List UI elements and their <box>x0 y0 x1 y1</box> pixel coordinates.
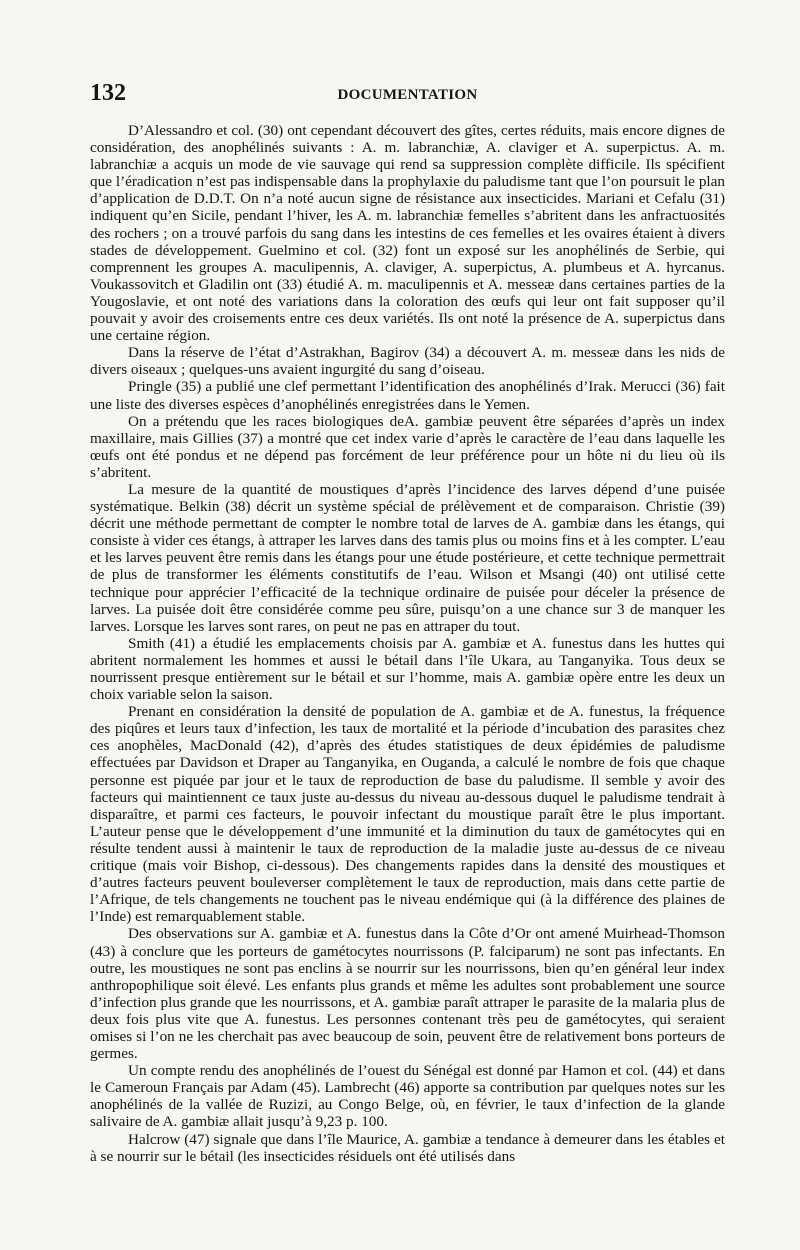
paragraph: D’Alessandro et col. (30) ont cependant découvert des gîtes, certes réduits, mais encore dignes de considération, des anophélinés suivants : A. m. labranchiæ, A. claviger et A. superpictus. A. m. labranchiæ a acquis un mode de vie sauvage qui rend sa suppression complète difficile. Ils spécifient que l’éradication n’est pas indispensable dans la prophylaxie du paludisme tant que l’on poursuit le plan d’application de D.D.T. On n’a noté aucun signe de résistance aux insecticides. Mariani et Cefalu (31) indiquent qu’en Sicile, pendant l’hiver, les A. m. labranchiæ femelles s’abritent dans les anfractuosités des rochers ; on a trouvé parfois du sang dans les intestins de ces femelles et les ovaires étaient à divers stades de développement. Guelmino et col. (32) font un exposé sur les anophélinés de Serbie, qui comprennent les groupes A. maculipennis, A. claviger, A. superpictus, A. plumbeus et A. hyrcanus. Voukassovitch et Gladilin ont (33) étudié A. m. maculipennis et A. messeæ dans certaines parties de la Yougoslavie, et ont noté des variations dans la coloration des œufs qui leur ont fait supposer qu’il pouvait y avoir des croisements entre ces deux variétés. Ils ont noté la présence de A. superpictus dans une certaine région. <box>90 122 725 345</box>
page-number: 132 <box>90 80 126 106</box>
paragraph: Prenant en considération la densité de population de A. gambiæ et de A. funestus, la fréquence des piqûres et leurs taux d’infection, les taux de mortalité et la période d’incubation des parasites chez ces anophèles, MacDonald (42), d’après des études statistiques de deux épidémies de paludisme effectuées par Davidson et Draper au Tanganyika, en Ouganda, a calculé le nombre de fois que chaque personne est piquée par jour et le taux de reproduction de base du paludisme. Il semble y avoir des facteurs qui maintiennent ce taux juste au-dessus du niveau au-dessous duquel le paludisme tendrait à disparaître, et parmi ces facteurs, le pouvoir infectant du moustique paraît être le plus important. L’auteur pense que le développement d’une immunité et la diminution du taux de gamétocytes qui en résulte tendent aussi à maintenir le taux de reproduction de la maladie juste au-dessus de ce niveau critique (mais voir Bishop, ci-dessous). Des changements rapides dans la densité des moustiques et d’autres facteurs peuvent bouleverser complètement le taux de reproduction, mais dans cette partie de l’Afrique, de tels changements ne touchent pas le niveau endémique qui (à la différence des plaines de l’Inde) est remarquablement stable. <box>90 703 725 926</box>
paragraph: Pringle (35) a publié une clef permettant l’identification des anophélinés d’Irak. Merucci (36) fait une liste des diverses espèces d’anophélinés enregistrées dans le Yemen. <box>90 378 725 413</box>
body-text <box>90 122 725 1165</box>
page-header <box>90 80 725 114</box>
running-title: DOCUMENTATION <box>337 87 478 103</box>
paragraph: La mesure de la quantité de moustiques d’après l’incidence des larves dépend d’une puisée systématique. Belkin (38) décrit un système spécial de prélèvement et de comparaison. Christie (39) décrit une méthode permettant de compter le nombre total de larves de A. gambiæ dans les étangs, qui consiste à vider ces étangs, à attraper les larves dans des tamis plus ou moins fins et à les compter. L’eau et les larves peuvent être remis dans les étangs pour une étude postérieure, et cette technique permettrait de plus de transformer les éléments constitutifs de l’eau. Wilson et Msangi (40) ont utilisé cette technique pour apprécier l’efficacité de la technique ordinaire de puisée pour déceler la présence de larves. La puisée doit être considérée comme peu sûre, puisqu’on a une chance sur 3 de manquer les larves. Lorsque les larves sont rares, on peut ne pas en attraper du tout. <box>90 480 725 635</box>
paragraph: Halcrow (47) signale que dans l’île Maurice, A. gambiæ a tendance à demeurer dans les étables et à se nourrir sur le bétail (les insecticides résiduels ont été utilisés dans <box>90 1130 725 1165</box>
paragraph: Smith (41) a étudié les emplacements choisis par A. gambiæ et A. funestus dans les huttes qui abritent normalement les hommes et aussi le bétail dans l’île Ukara, au Tanganyika. Tous deux se nourrissent presque entièrement sur le bétail et sur l’homme, mais A. gambiæ opère entre les deux un choix variable selon la saison. <box>90 634 725 704</box>
paragraph: Dans la réserve de l’état d’Astrakhan, Bagirov (34) a découvert A. m. messeæ dans les nids de divers oiseaux ; quelques-uns avaient ingurgité du sang d’oiseau. <box>90 344 725 379</box>
paragraph: Des observations sur A. gambiæ et A. funestus dans la Côte d’Or ont amené Muirhead-Thomson (43) à conclure que les porteurs de gamétocytes nourrissons (P. falciparum) ne sont pas infectants. En outre, les moustiques ne sont pas enclins à se nourrir sur les nourrissons, bien qu’en général leur index anthropophilique soit élevé. Les enfants plus grands et même les adultes sont probablement une source d’infection plus grande que les nourrissons, et A. gambiæ paraît attraper le parasite de la malaria plus de deux fois plus vite que A. funestus. Les personnes contenant très peu de gamétocytes, qui seraient omises si l’on ne les cherchait pas avec beaucoup de soin, peuvent être de relativement bons porteurs de germes. <box>90 925 725 1063</box>
paragraph: Un compte rendu des anophélinés de l’ouest du Sénégal est donné par Hamon et col. (44) et dans le Cameroun Français par Adam (45). Lambrecht (46) apporte sa contribution par quelques notes sur les anophélinés de la vallée de Ruzizi, au Congo Belge, où, en février, le taux d’infection de la glande salivaire de A. gambiæ allait jusqu’à 9,23 p. 100. <box>90 1062 725 1131</box>
paragraph: On a prétendu que les races biologiques deA. gambiæ peuvent être séparées d’après un index maxillaire, mais Gillies (37) a montré que cet index varie d’après le caractère de l’eau dans laquelle les œufs ont été pondus et ne dépend pas forcément de leur préférence pour un hôte ni du lieu où ils s’abritent. <box>90 412 725 481</box>
